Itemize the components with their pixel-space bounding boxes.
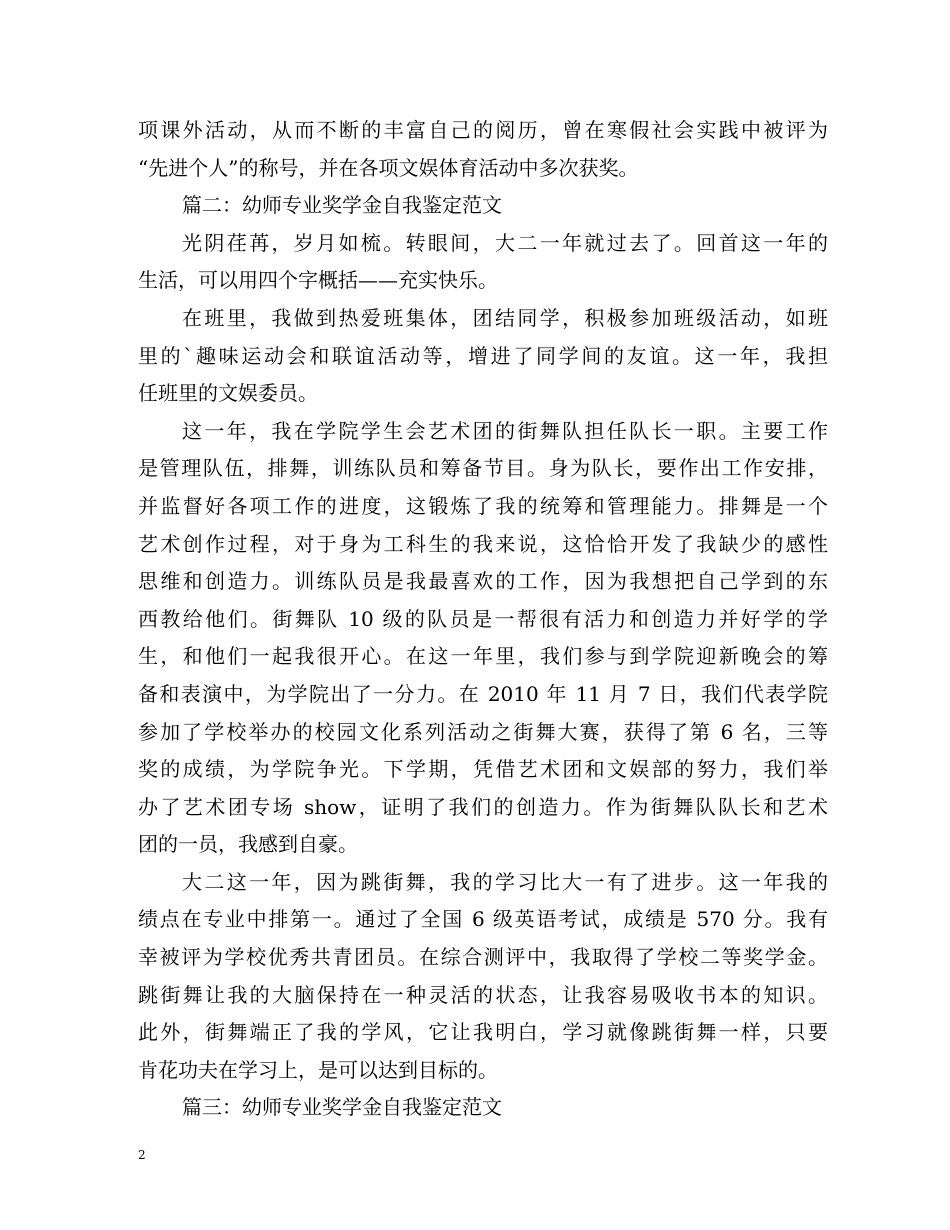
text-line: 此外，街舞端正了我的学风，它让我明白，学习就像跳街舞一样，只要 [138, 1020, 828, 1045]
text-line: 在班里，我做到热爱班集体，团结同学，积极参加班级活动，如班 [182, 305, 828, 330]
text-line: 并监督好各项工作的进度，这锻炼了我的统筹和管理能力。排舞是一个 [138, 493, 828, 518]
text-line: 绩点在专业中排第一。通过了全国 6 级英语考试，成绩是 570 分。我有 [138, 907, 828, 932]
text-line: 这一年，我在学院学生会艺术团的街舞队担任队长一职。主要工作 [182, 418, 828, 443]
text-line: 大二这一年，因为跳街舞，我的学习比大一有了进步。这一年我的 [182, 869, 828, 894]
text-line: 参加了学校举办的校园文化系列活动之街舞大赛，获得了第 6 名，三等 [138, 719, 828, 744]
text-line: 生，和他们一起我很开心。在这一年里，我们参与到学院迎新晚会的筹 [138, 644, 828, 669]
text-line: 思维和创造力。训练队员是我最喜欢的工作，因为我想把自己学到的东 [138, 569, 828, 594]
text-line: 西教给他们。街舞队 10 级的队员是一帮很有活力和创造力并好学的学 [138, 606, 828, 631]
page-number: 2 [138, 1148, 146, 1162]
text-line: 办了艺术团专场 show，证明了我们的创造力。作为街舞队队长和艺术 [138, 794, 828, 819]
text-line: 跳街舞让我的大脑保持在一种灵活的状态，让我容易吸收书本的知识。 [138, 982, 828, 1007]
text-line: 项课外活动，从而不断的丰富自己的阅历，曾在寒假社会实践中被评为 [138, 118, 828, 142]
section-heading: 篇三：幼师专业奖学金自我鉴定范文 [182, 1095, 502, 1120]
body-text [138, 112, 828, 1127]
text-line: 任班里的文娱委员。 [138, 381, 318, 406]
section-heading: 篇二：幼师专业奖学金自我鉴定范文 [182, 193, 502, 218]
text-line: 奖的成绩，为学院争光。下学期，凭借艺术团和文娱部的努力，我们举 [138, 757, 828, 782]
text-line: 团的一员，我感到自豪。 [138, 832, 358, 857]
text-line: 肯花功夫在学习上，是可以达到目标的。 [138, 1057, 498, 1082]
text-line: 光阴荏苒，岁月如梳。转眼间，大二一年就过去了。回首这一年的 [182, 230, 828, 255]
text-line: 里的`趣味运动会和联谊活动等，增进了同学间的友谊。这一年，我担 [138, 343, 828, 368]
text-line: 幸被评为学校优秀共青团员。在综合测评中，我取得了学校二等奖学金。 [138, 945, 828, 970]
text-line: 艺术创作过程，对于身为工科生的我来说，这恰恰开发了我缺少的感性 [138, 531, 828, 556]
text-line: 是管理队伍，排舞，训练队员和筹备节目。身为队长，要作出工作安排， [138, 456, 828, 481]
text-line: 生活，可以用四个字概括——充实快乐。 [138, 268, 498, 293]
text-line: “先进个人”的称号，并在各项文娱体育活动中多次获奖。 [138, 155, 639, 180]
text-line: 备和表演中，为学院出了一分力。在 2010 年 11 月 7 日，我们代表学院 [138, 681, 828, 706]
